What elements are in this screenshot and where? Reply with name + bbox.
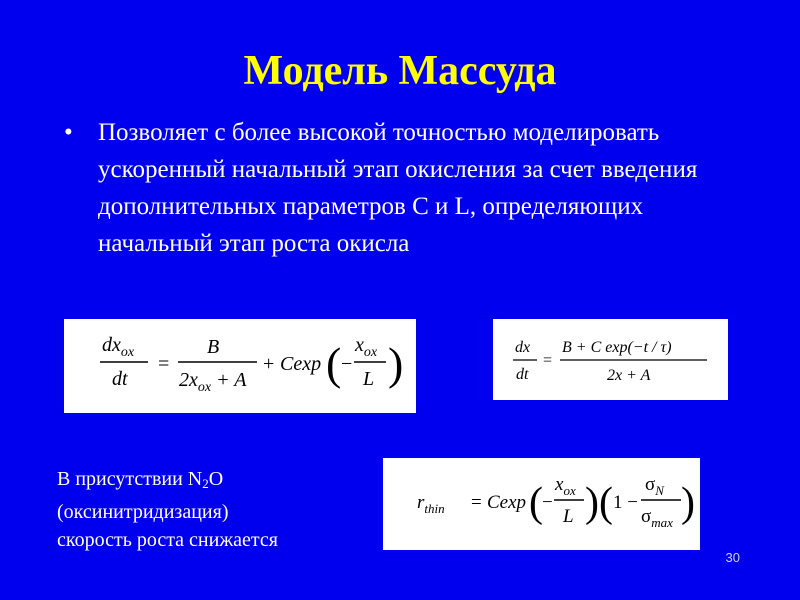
note-line-3: скорость роста снижается bbox=[57, 529, 278, 551]
svg-text:σmax bbox=[641, 506, 673, 530]
exp-minus: − bbox=[542, 492, 553, 513]
time-constant-formula bbox=[493, 319, 728, 400]
exp-minus: − bbox=[341, 353, 353, 375]
bullet-text: Позволяет с более высокой точностью моделировать ускоренный начальный этап окисления за счет введения дополнительных параметров С и L, определяющих начальный этап роста окисла bbox=[98, 119, 698, 257]
thin-rate-formula bbox=[383, 458, 700, 550]
svg-text:σN bbox=[645, 474, 665, 498]
svg-text:xox bbox=[354, 334, 378, 360]
lhs-numerator: dx bbox=[102, 334, 121, 356]
lhs-denominator: dt bbox=[112, 368, 128, 390]
note-line-1 bbox=[57, 465, 377, 498]
frac-numerator: B bbox=[207, 336, 220, 358]
note-suffix: O bbox=[208, 468, 224, 490]
sigma-n-sub: N bbox=[655, 483, 664, 498]
note-line-2: (оксинитридизация) bbox=[57, 501, 229, 523]
frac-denominator-b: + A bbox=[211, 369, 247, 391]
rthin-lhs-sub: thin bbox=[424, 501, 445, 516]
massoud-formula bbox=[64, 319, 416, 413]
sigma-n: σ bbox=[645, 474, 656, 495]
note-subscript: 2 bbox=[202, 476, 209, 491]
svg-text:rthin bbox=[417, 492, 445, 516]
equals-sign: = bbox=[471, 492, 482, 513]
lhs-numerator-sub: ox bbox=[120, 345, 135, 360]
numerator: B + C exp(−t / τ) bbox=[562, 339, 672, 356]
sigma-max: σ bbox=[641, 506, 652, 527]
exp-numerator: x bbox=[355, 334, 364, 356]
right-paren-2: ) bbox=[681, 480, 695, 526]
note-prefix: В присутствии N bbox=[57, 468, 203, 490]
nitridation-note bbox=[57, 465, 377, 554]
frac-denominator-sub: ox bbox=[197, 380, 212, 395]
svg-text:2xox + A bbox=[179, 369, 247, 395]
denominator: 2x + A bbox=[607, 367, 651, 384]
exp-numerator-sub: ox bbox=[563, 483, 576, 498]
left-paren-2: ( bbox=[599, 480, 613, 526]
page-number: 30 bbox=[725, 550, 740, 565]
sigma-max-sub: max bbox=[651, 515, 673, 530]
one-minus: 1 − bbox=[613, 492, 638, 513]
cexp-term: Cexp bbox=[280, 353, 322, 375]
lhs-numerator: dx bbox=[515, 339, 531, 356]
slide-title: Модель Массуда bbox=[243, 48, 557, 94]
right-paren-1: ) bbox=[585, 480, 599, 526]
cexp-term: Cexp bbox=[487, 492, 527, 513]
rthin-lhs: r bbox=[417, 492, 425, 513]
lhs-denominator: dt bbox=[516, 366, 529, 383]
left-paren-1: ( bbox=[529, 480, 543, 526]
svg-text:dxox bbox=[102, 334, 135, 360]
equals-sign: = bbox=[158, 353, 170, 375]
left-paren: ( bbox=[326, 338, 342, 389]
right-paren: ) bbox=[388, 338, 404, 389]
exp-numerator-sub: ox bbox=[363, 345, 378, 360]
exp-numerator: x bbox=[555, 474, 564, 495]
equals-sign: = bbox=[543, 352, 553, 369]
exp-denominator: L bbox=[563, 506, 574, 527]
svg-text:xox bbox=[554, 474, 576, 498]
frac-denominator-a: 2x bbox=[179, 369, 198, 391]
exp-denominator: L bbox=[363, 368, 375, 390]
plus-sign: + bbox=[263, 353, 275, 375]
bullet-marker: • bbox=[64, 119, 73, 146]
